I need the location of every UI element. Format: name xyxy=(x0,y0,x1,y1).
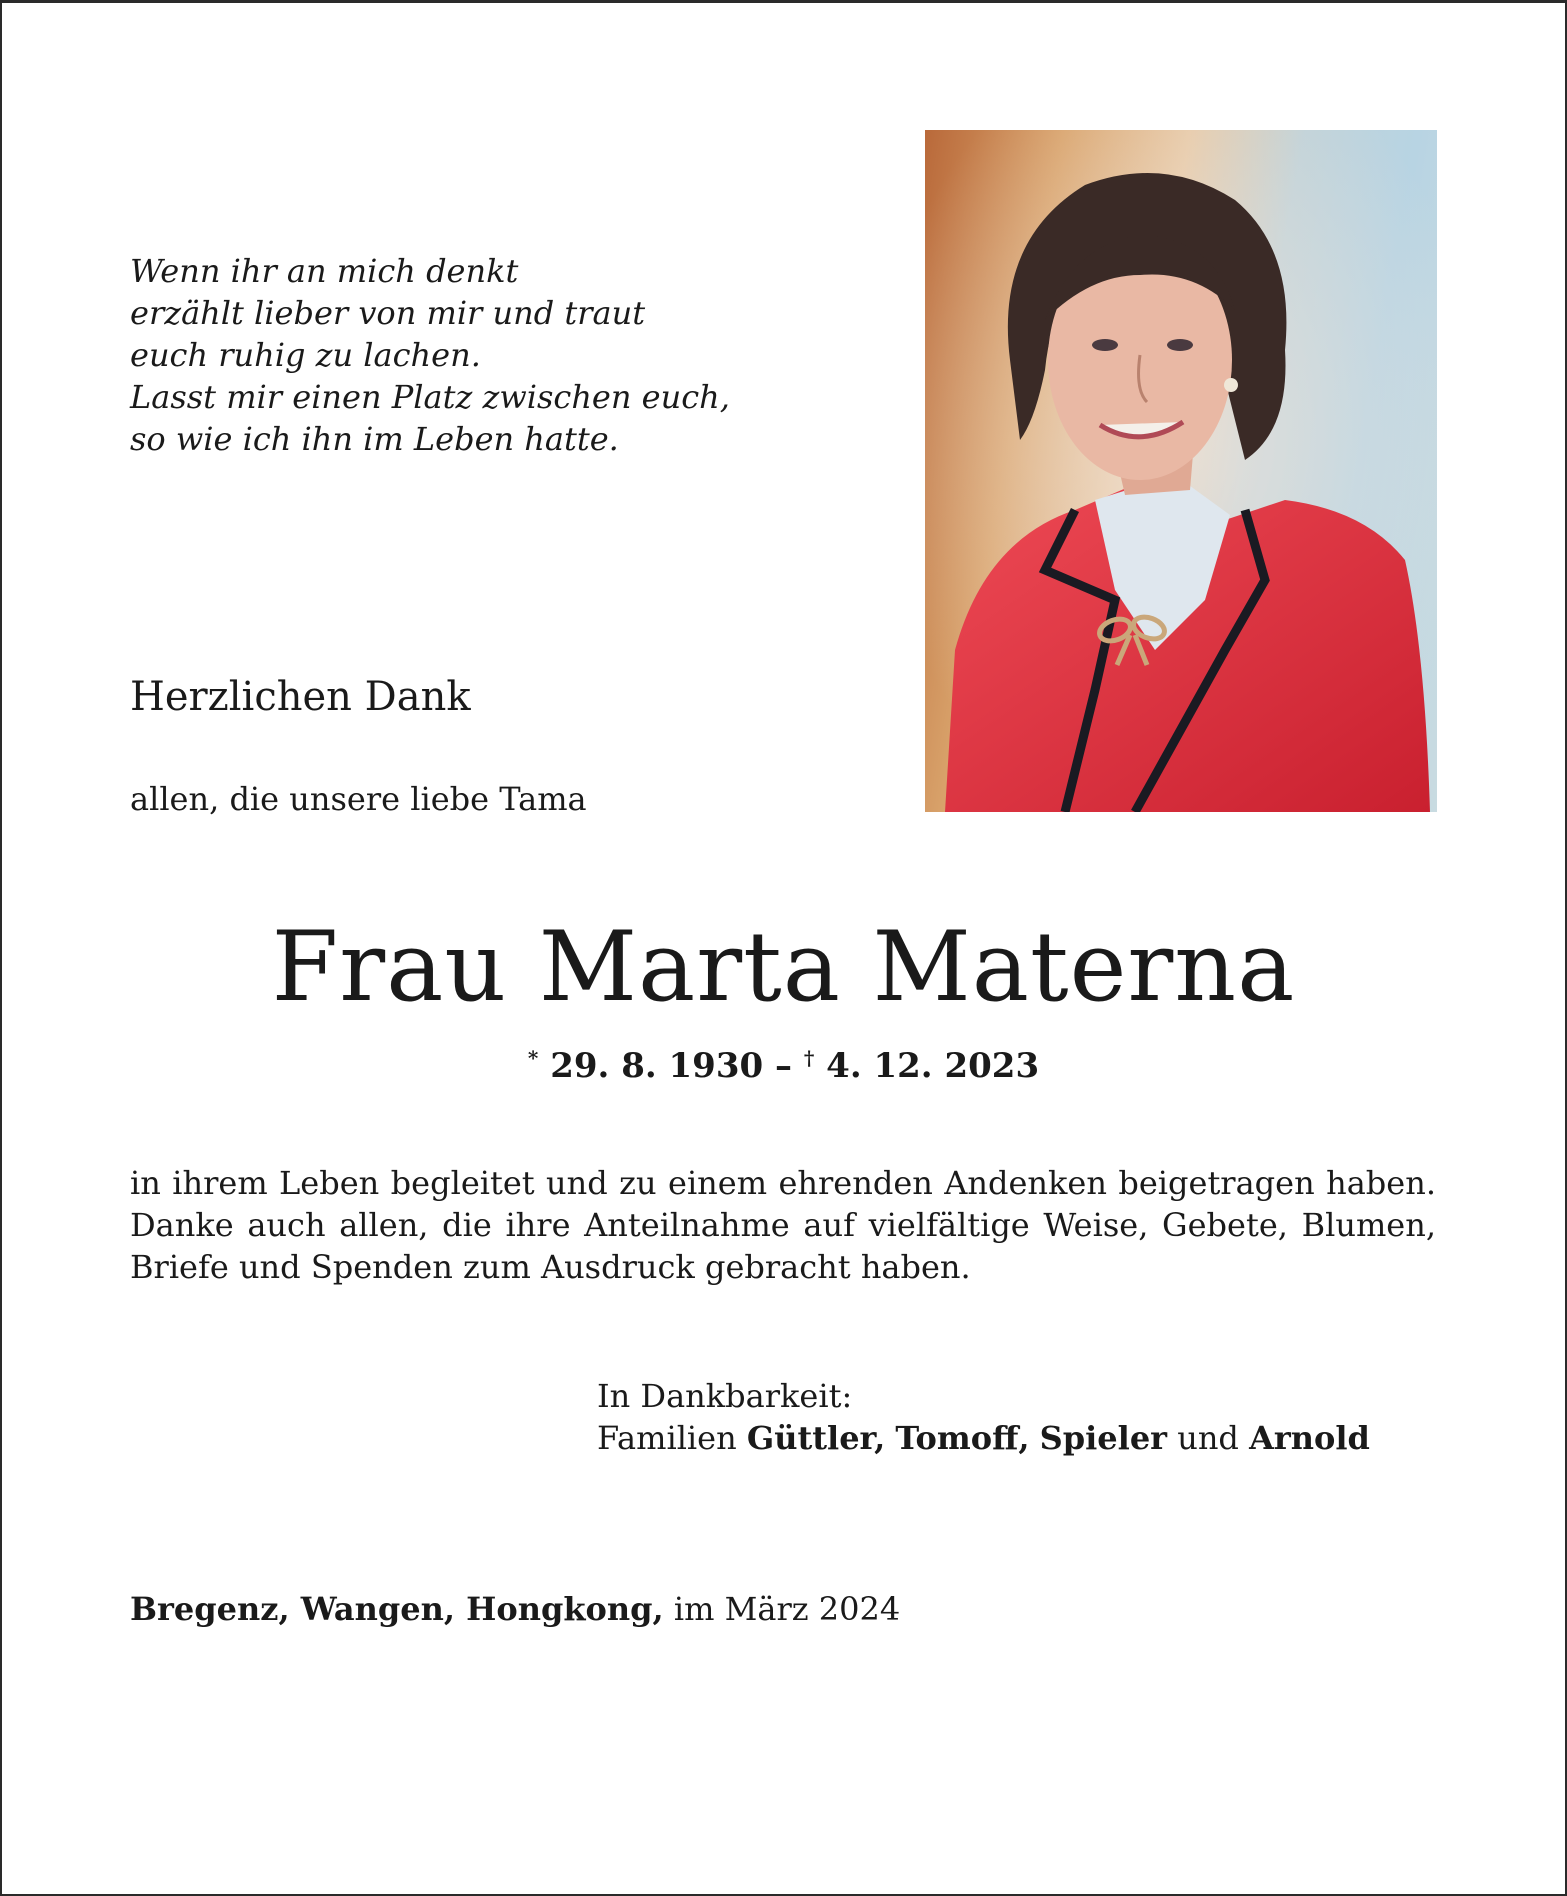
poem-line: so wie ich ihn im Leben hatte. xyxy=(130,420,619,458)
birth-symbol: * xyxy=(527,1046,539,1070)
death-date: 4. 12. 2023 xyxy=(826,1046,1040,1086)
family-name: Arnold xyxy=(1249,1419,1370,1457)
families-line xyxy=(597,1417,1370,1459)
poem xyxy=(130,250,750,460)
families-conjunction: und xyxy=(1177,1419,1239,1457)
place-and-date xyxy=(130,1588,900,1630)
poem-line: euch ruhig zu lachen. xyxy=(130,336,481,374)
place-cities: Bregenz, Wangen, Hongkong, xyxy=(130,1590,664,1628)
family-name: Tomoff, xyxy=(895,1419,1030,1457)
poem-line: erzählt lieber von mir und traut xyxy=(130,294,646,332)
death-symbol: † xyxy=(803,1046,815,1070)
families-prefix: Familien xyxy=(597,1419,737,1457)
intro-line: allen, die unsere liebe Tama xyxy=(130,780,587,818)
gratitude-line: In Dankbarkeit: xyxy=(597,1377,853,1415)
thanks-heading: Herzlichen Dank xyxy=(130,674,471,720)
place-date: im März 2024 xyxy=(673,1590,901,1628)
poem-line: Wenn ihr an mich denkt xyxy=(130,252,519,290)
signature-block xyxy=(597,1375,1370,1459)
deceased-name: Frau Marta Materna xyxy=(271,911,1296,1023)
family-name: Güttler, xyxy=(746,1419,886,1457)
poem-line: Lasst mir einen Platz zwischen euch, xyxy=(130,378,730,416)
thanks-body: in ihrem Leben begleitet und zu einem ehrenden Andenken beigetragen haben. Danke auch allen, die ihre Anteilnahme auf vielfältige Weise, Gebete, Blumen, Briefe und Spenden zum Ausdruck gebracht haben. xyxy=(130,1164,1436,1286)
life-dates xyxy=(0,1036,1567,1088)
birth-date: 29. 8. 1930 xyxy=(550,1046,764,1086)
portrait-photo xyxy=(925,130,1437,812)
family-name: Spieler xyxy=(1039,1419,1168,1457)
date-separator: – xyxy=(775,1046,792,1086)
